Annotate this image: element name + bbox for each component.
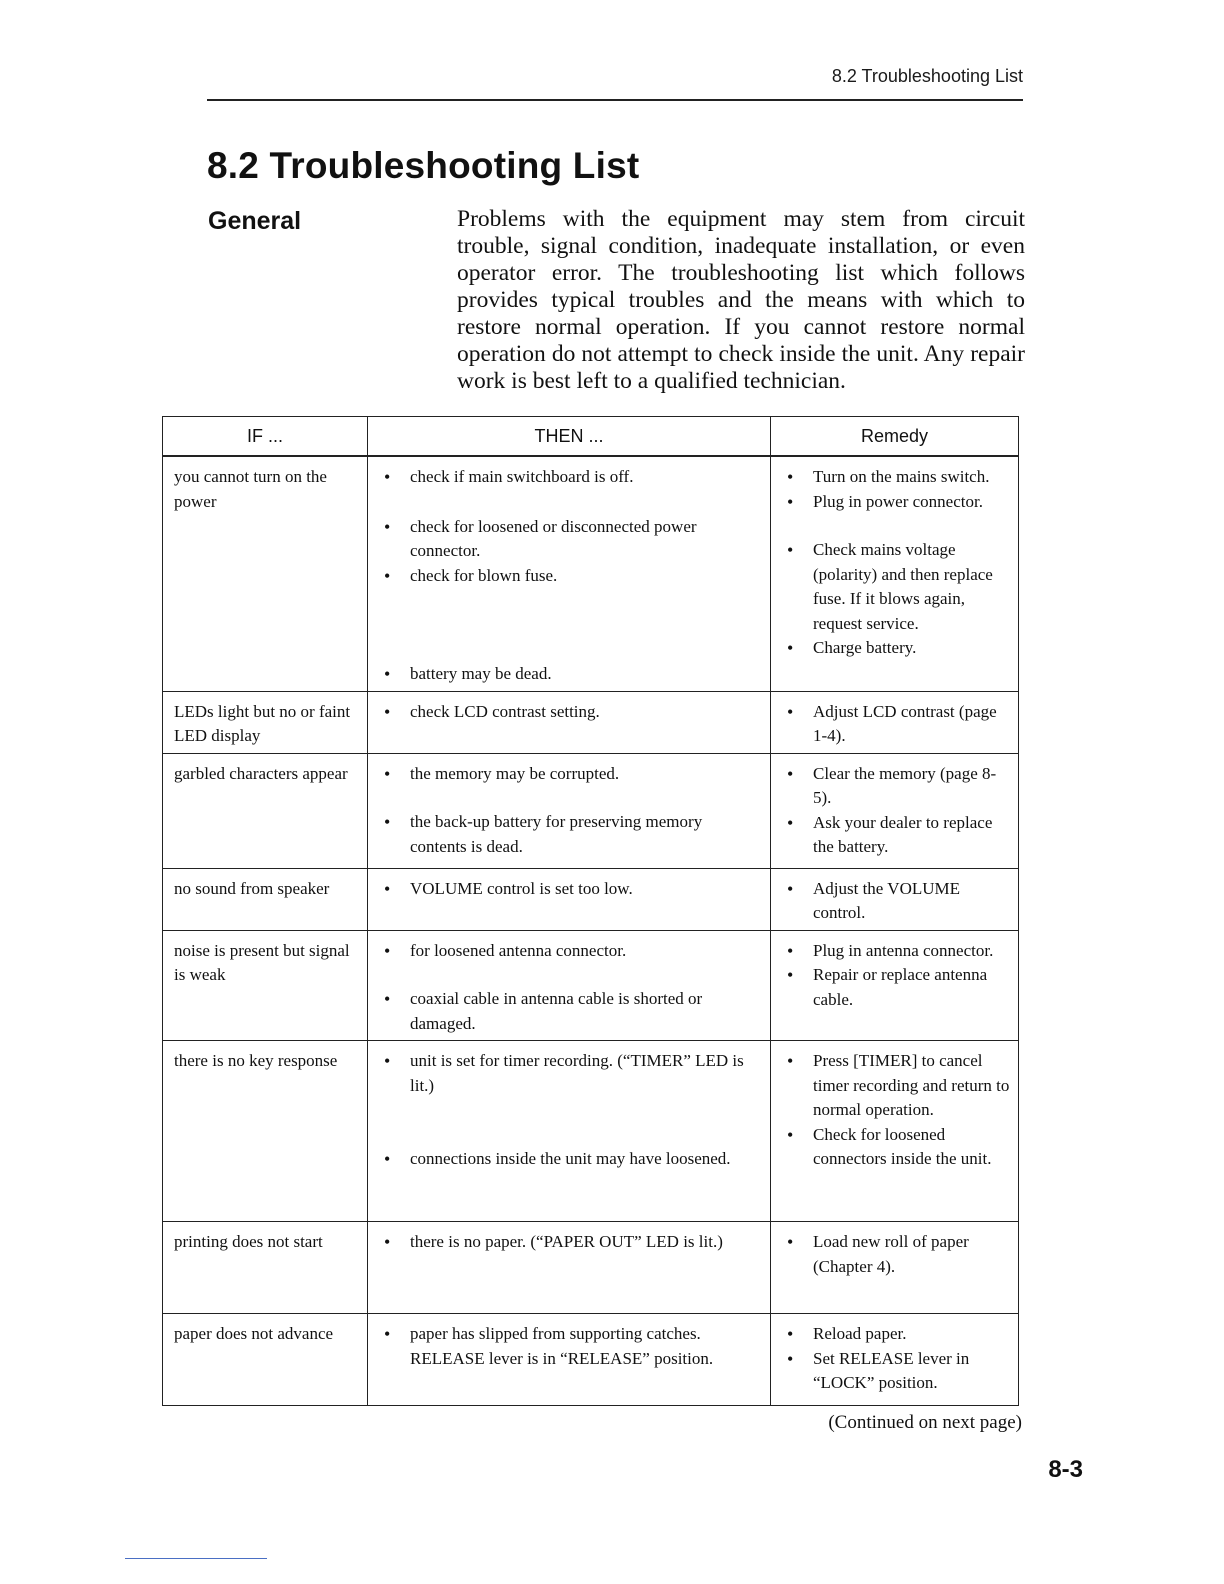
table-row	[163, 456, 1019, 691]
then-item: • check if main switchboard is off.	[378, 465, 762, 490]
remedy-cell	[771, 868, 1019, 930]
if-cell: printing does not start	[163, 1222, 368, 1314]
remedy-item: • Press [TIMER] to cancel timer recording and return to normal operation.	[781, 1049, 1010, 1123]
then-item: • VOLUME control is set too low.	[378, 877, 762, 902]
remedy-item: • Check mains voltage (polarity) and then replace fuse. If it blows again, request service.	[781, 538, 1010, 636]
then-cell	[368, 1041, 771, 1222]
table-row	[163, 1222, 1019, 1314]
then-item: • check LCD contrast setting.	[378, 700, 762, 725]
table-row	[163, 868, 1019, 930]
if-cell: LEDs light but no or faint LED display	[163, 691, 368, 753]
remedy-item: • Turn on the mains switch.	[781, 465, 1010, 490]
then-item: • coaxial cable in antenna cable is shorted or damaged.	[378, 987, 762, 1036]
then-item: • the memory may be corrupted.	[378, 762, 762, 787]
if-cell: garbled characters appear	[163, 753, 368, 868]
then-item: • the back-up battery for preserving memory contents is dead.	[378, 810, 762, 859]
troubleshooting-table	[162, 416, 1019, 1406]
then-cell	[368, 691, 771, 753]
then-item: • paper has slipped from supporting catches. RELEASE lever is in “RELEASE” position.	[378, 1322, 762, 1371]
then-cell	[368, 753, 771, 868]
header-if: IF ...	[163, 417, 368, 457]
remedy-item: • Adjust the VOLUME control.	[781, 877, 1010, 926]
then-cell	[368, 930, 771, 1041]
table-row	[163, 691, 1019, 753]
intro-paragraph: Problems with the equipment may stem from circuit trouble, signal condition, inadequate installation, or even operator error. The troubleshooting list which follows provides typical troubles and the means with which to restore normal operation. If you cannot restore normal operation do not attempt to check inside the unit. Any repair work is best left to a qualified technician.	[457, 206, 1025, 394]
remedy-cell	[771, 930, 1019, 1041]
continued-note: (Continued on next page)	[828, 1412, 1022, 1433]
if-cell: no sound from speaker	[163, 868, 368, 930]
if-cell: noise is present but signal is weak	[163, 930, 368, 1041]
remedy-item: • Load new roll of paper (Chapter 4).	[781, 1230, 1010, 1279]
then-cell	[368, 1314, 771, 1406]
remedy-item: • Clear the memory (page 8-5).	[781, 762, 1010, 811]
remedy-item: • Plug in power connector.	[781, 490, 1010, 515]
table-row	[163, 1041, 1019, 1222]
then-item: • for loosened antenna connector.	[378, 939, 762, 964]
remedy-cell	[771, 1222, 1019, 1314]
then-item: • battery may be dead.	[378, 662, 762, 687]
then-item: • check for loosened or disconnected power connector.	[378, 515, 762, 564]
remedy-cell	[771, 456, 1019, 691]
remedy-item: • Plug in antenna connector.	[781, 939, 1010, 964]
remedy-item: • Ask your dealer to replace the battery.	[781, 811, 1010, 860]
table-header-row	[163, 417, 1019, 457]
then-item: • check for blown fuse.	[378, 564, 762, 589]
remedy-cell	[771, 753, 1019, 868]
remedy-cell	[771, 1314, 1019, 1406]
remedy-cell	[771, 1041, 1019, 1222]
page-number: 8-3	[1048, 1456, 1083, 1483]
remedy-item: • Adjust LCD contrast (page 1-4).	[781, 700, 1010, 749]
header-remedy: Remedy	[771, 417, 1019, 457]
remedy-cell	[771, 691, 1019, 753]
remedy-item: • Reload paper.	[781, 1322, 1010, 1347]
remedy-item: • Set RELEASE lever in “LOCK” position.	[781, 1347, 1010, 1396]
running-header: 8.2 Troubleshooting List	[831, 66, 1023, 86]
then-item: • connections inside the unit may have loosened.	[378, 1147, 762, 1172]
if-cell: there is no key response	[163, 1041, 368, 1222]
then-cell	[368, 456, 771, 691]
page-title: 8.2 Troubleshooting List	[207, 145, 640, 186]
table-row	[163, 1314, 1019, 1406]
section-label: General	[208, 207, 302, 235]
if-cell: paper does not advance	[163, 1314, 368, 1406]
remedy-item: • Check for loosened connectors inside the unit.	[781, 1123, 1010, 1172]
then-item: • there is no paper. (“PAPER OUT” LED is lit.)	[378, 1230, 762, 1255]
if-cell: you cannot turn on the power	[163, 456, 368, 691]
then-cell	[368, 1222, 771, 1314]
header-then: THEN ...	[368, 417, 771, 457]
remedy-item: • Charge battery.	[781, 636, 1010, 661]
footer-rule	[125, 1558, 267, 1559]
remedy-item: • Repair or replace antenna cable.	[781, 963, 1010, 1012]
table-row	[163, 753, 1019, 868]
table-row	[163, 930, 1019, 1041]
then-item: • unit is set for timer recording. (“TIMER” LED is lit.)	[378, 1049, 762, 1098]
then-cell	[368, 868, 771, 930]
header-rule	[207, 99, 1023, 101]
